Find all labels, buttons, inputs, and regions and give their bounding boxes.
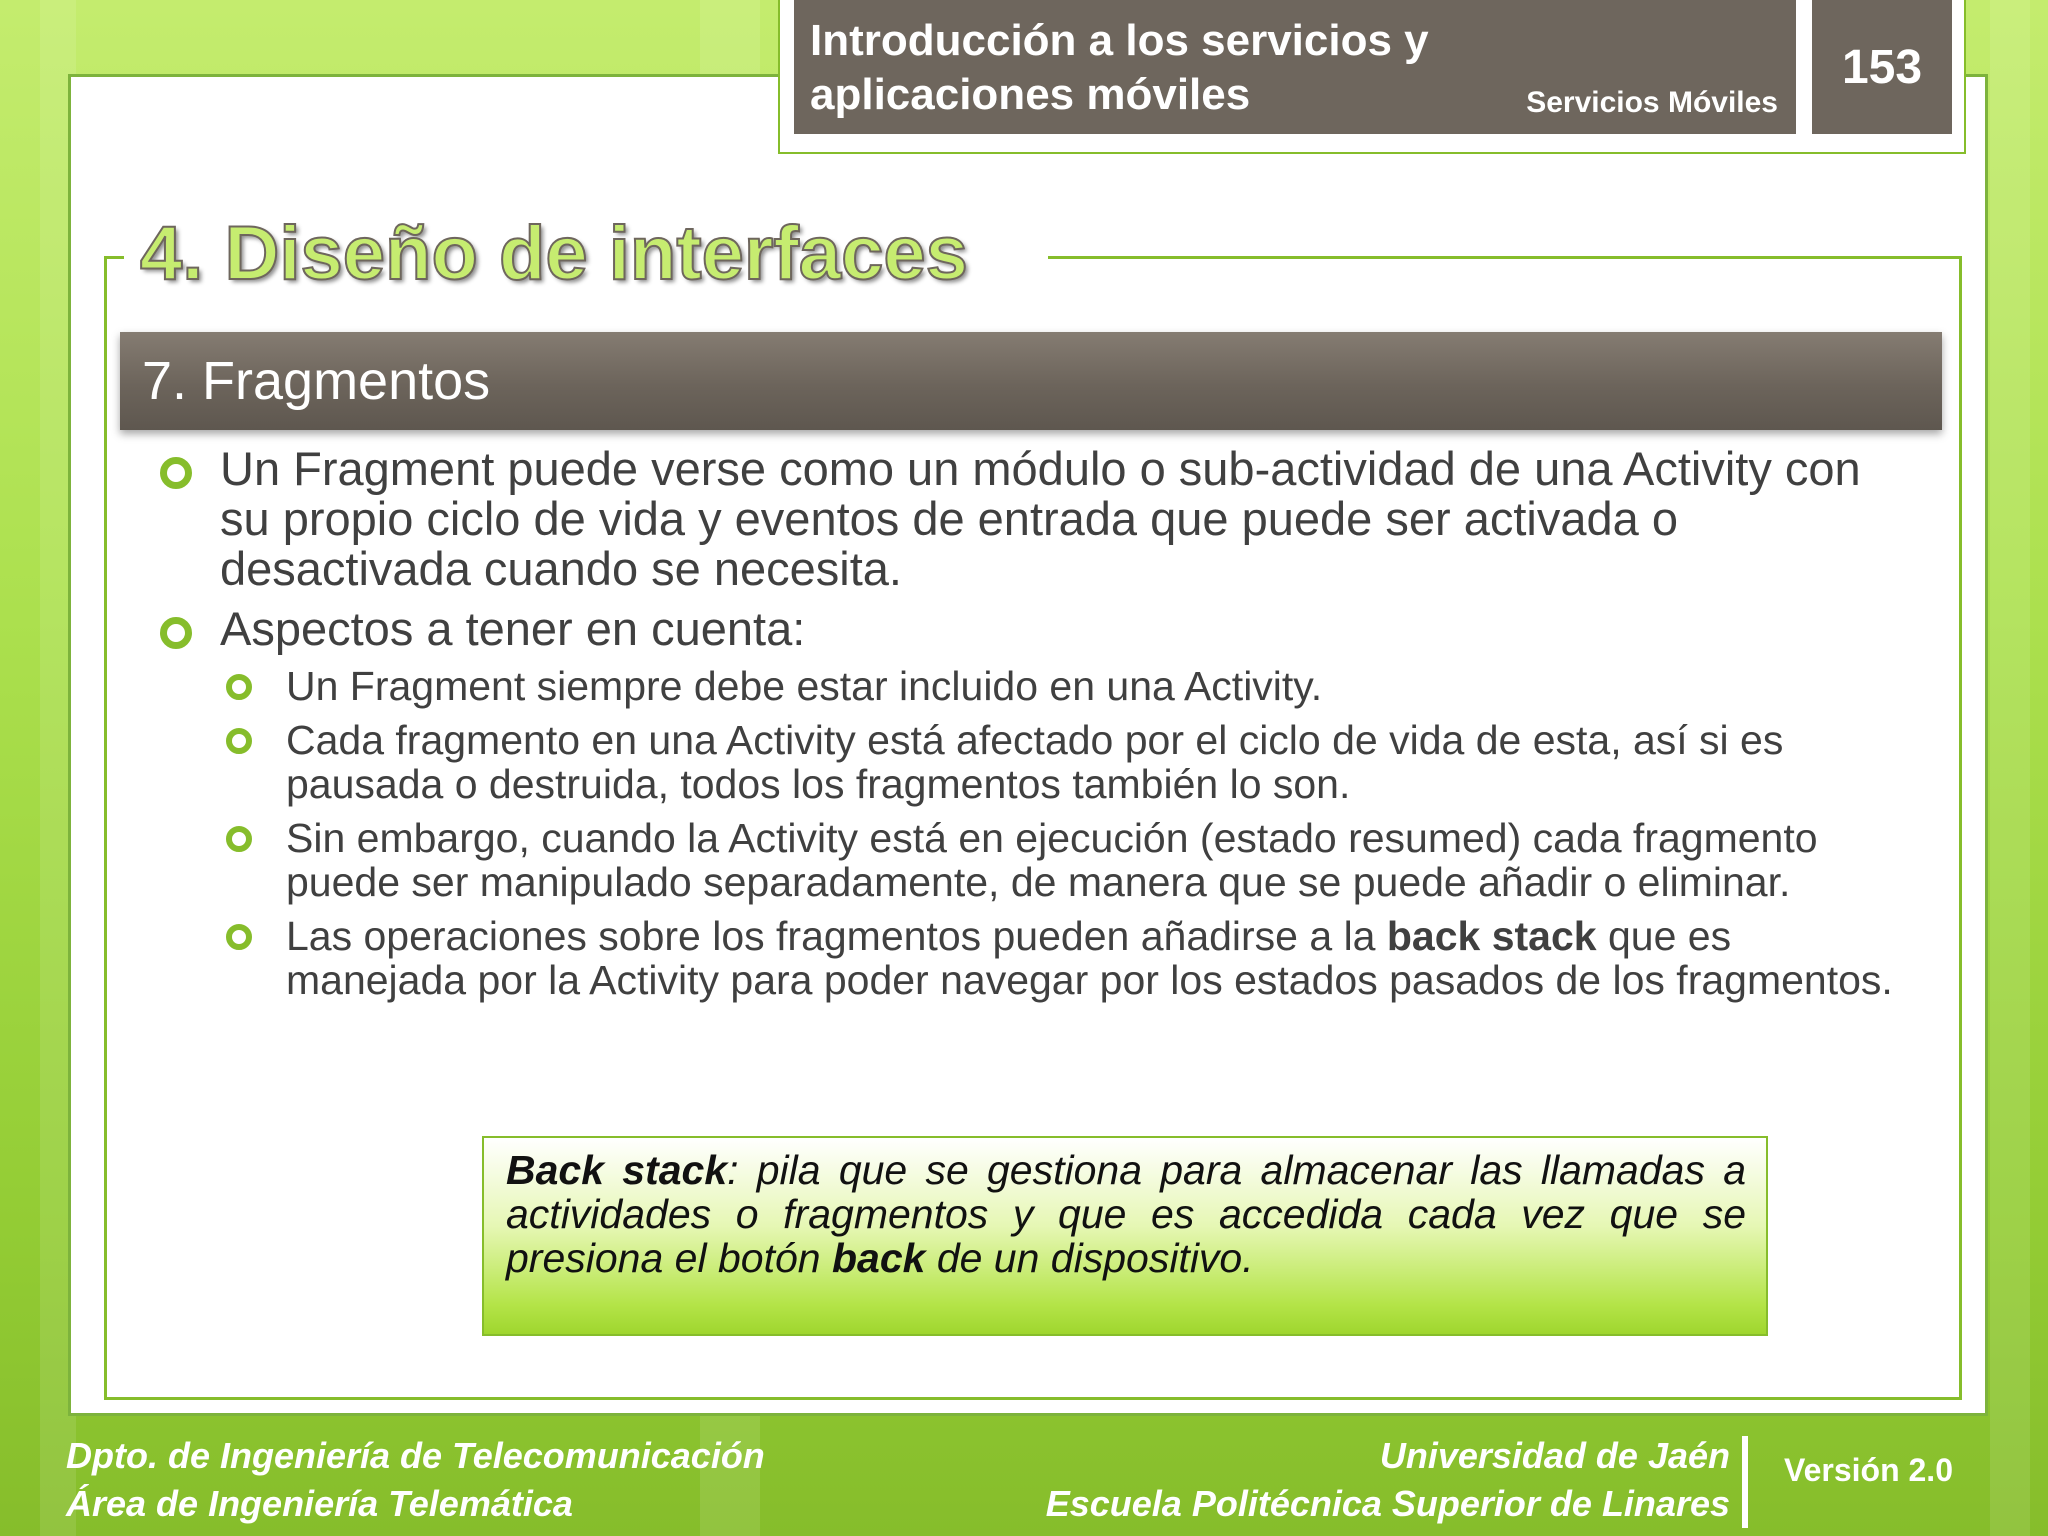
list-item — [154, 444, 1914, 594]
course-subtitle: Servicios Móviles — [1526, 86, 1778, 119]
callout-text — [506, 1148, 1746, 1280]
bullet-text: Sin embargo, cuando la Activity está en ejecución (estado resumed) cada fragmento puede ser manipulado separadamente, de manera que se puede añadir o eliminar. — [286, 815, 1818, 905]
footer-area: Área de Ingeniería Telemática — [66, 1483, 573, 1524]
list-item — [154, 604, 1914, 654]
bullet-ring-icon — [226, 924, 252, 950]
bullet-ring-icon — [160, 617, 192, 649]
callout-definition: : pila que se gestiona para almacenar las llamadas a actividades o fragmentos y que es accedida cada vez que se presiona el botón — [506, 1147, 1746, 1281]
bullet-text: Un Fragment siempre debe estar incluido en una Activity. — [286, 663, 1323, 709]
bullet-text: Aspectos a tener en cuenta: — [220, 602, 806, 655]
bullet-ring-icon — [226, 674, 252, 700]
footer-school: Escuela Politécnica Superior de Linares — [1045, 1483, 1730, 1524]
sub-list-item — [154, 914, 1914, 1002]
bullet-bold-term: back stack — [1386, 913, 1597, 959]
bullet-ring-icon — [226, 728, 252, 754]
section-heading: 4. Diseño de interfaces — [140, 211, 968, 296]
slide-content — [154, 444, 1914, 1012]
page-number: 153 — [1812, 0, 1952, 134]
sub-list-item — [154, 664, 1914, 708]
background-stripe — [1990, 0, 2030, 1536]
definition-callout — [482, 1136, 1768, 1336]
callout-definition-end: de un dispositivo. — [925, 1235, 1254, 1281]
sub-list-item — [154, 816, 1914, 904]
bullet-ring-icon — [160, 457, 192, 489]
footer-university: Universidad de Jaén — [1379, 1435, 1730, 1476]
footer-divider — [1742, 1436, 1748, 1528]
footer-department: Dpto. de Ingeniería de Telecomunicación — [66, 1435, 765, 1476]
subsection-bar — [120, 332, 1942, 430]
bullet-ring-icon — [226, 826, 252, 852]
frame-line — [1048, 256, 1962, 259]
subsection-title: 7. Fragmentos — [142, 351, 491, 411]
footer-version: Versión 2.0 — [1784, 1452, 1953, 1488]
course-title: Introducción a los servicios y aplicaciones móviles — [810, 16, 1429, 119]
bullet-text: Un Fragment puede verse como un módulo o sub-actividad de una Activity con su propio ciclo de vida y eventos de entrada que puede ser activada o desactivada cuando se necesita. — [220, 442, 1861, 595]
bullet-text-start: Las operaciones sobre los fragmentos pueden añadirse a la — [286, 913, 1387, 959]
bullet-text: Cada fragmento en una Activity está afectado por el ciclo de vida de esta, así si es pausada o destruida, todos los fragmentos también lo son. — [286, 717, 1784, 807]
bullet-text-end: que es manejada por la Activity para poder navegar por los estados pasados de los fragmentos. — [286, 913, 1893, 1003]
sub-list-item — [154, 718, 1914, 806]
footer-right — [1046, 1432, 1730, 1528]
callout-bold-word: back — [831, 1235, 926, 1281]
frame-line — [104, 256, 124, 259]
footer-left — [66, 1432, 765, 1528]
callout-term: Back stack — [506, 1147, 728, 1193]
course-header — [794, 0, 1796, 134]
